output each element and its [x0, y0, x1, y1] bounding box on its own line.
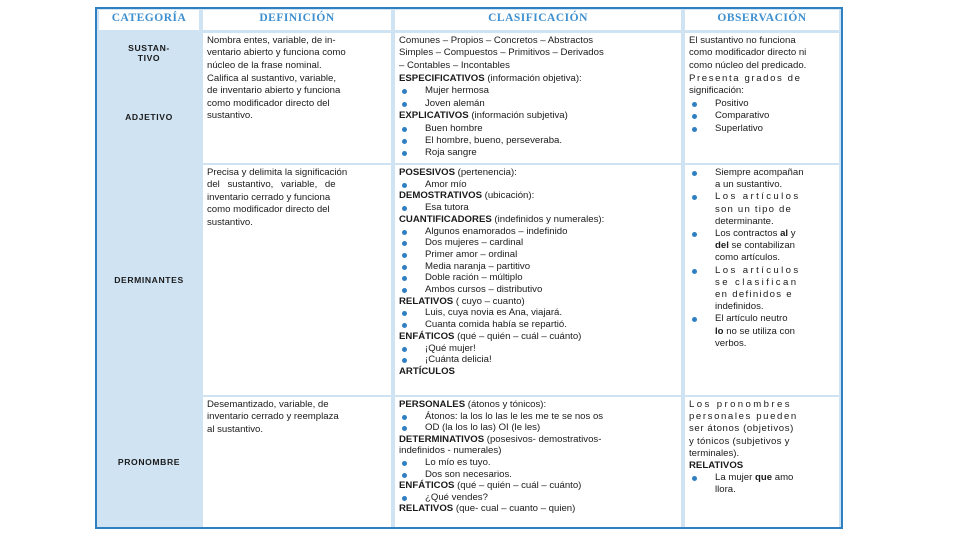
list-item: Buen hombre [399, 123, 677, 135]
group-title: EXPLICATIVOS [399, 110, 469, 122]
list-item [689, 228, 835, 240]
text-fragment: del [715, 240, 729, 252]
list-item: OD (la los lo las) OI (le les) [399, 422, 677, 434]
list-item: Esa tutora [399, 202, 677, 214]
text-fragment: que [755, 472, 773, 484]
list-item: Media naranja – partitivo [399, 261, 677, 273]
determinantes-observation [685, 165, 839, 395]
category-label: DERMINANTES [114, 275, 184, 285]
text-line: del sustantivo, variable, de [207, 179, 336, 191]
text-line: terminales). [689, 447, 740, 459]
category-label: SUSTAN- [128, 43, 170, 53]
text-line: ventario abierto y funciona como [207, 47, 346, 59]
text-line: como modificador directo ni [689, 47, 807, 59]
group-note: (información subjetiva) [468, 110, 568, 122]
adjetivo-definition [203, 71, 391, 163]
list-item: Algunos enamorados – indefinido [399, 226, 677, 238]
header-clasificacion: CLASIFICACIÓN [395, 10, 681, 30]
category-sustantivo [99, 33, 199, 73]
text-fragment: y [788, 228, 796, 240]
group-note: (posesivos- demostrativos- [484, 433, 602, 445]
category-determinantes [99, 165, 199, 395]
list-item: ¿Qué vendes? [399, 492, 677, 504]
header-definicion: DEFINICIÓN [203, 10, 391, 30]
text-line: a un sustantivo. [715, 179, 783, 191]
text-fragment: al [780, 228, 789, 240]
list-item: Los artículos [689, 191, 835, 203]
group-title: RELATIVOS [399, 295, 454, 307]
text-fragment: no se utiliza con [723, 325, 795, 337]
text-line: son un tipo de [715, 203, 793, 215]
text-line: indefinidos. [715, 301, 764, 313]
text-fragment: lo [715, 325, 724, 337]
text-line: núcleo de la frase nominal. [207, 59, 322, 71]
group-title: RELATIVOS [399, 503, 454, 515]
text-fragment: amo [772, 472, 794, 484]
text-line: ser átonos (objetivos) [689, 423, 794, 435]
group-note: (qué – quién – cuál – cuánto) [454, 330, 582, 342]
determinantes-classification [395, 165, 681, 395]
text-line: como núcleo del predicado. [689, 59, 807, 71]
group-note: (ubicación): [481, 190, 535, 202]
list-item: El hombre, bueno, perseveraba. [399, 135, 677, 147]
text-line: Presenta grados de [689, 73, 802, 84]
text-line: El sustantivo no funciona [689, 35, 796, 46]
text-line: como artículos. [715, 252, 781, 264]
determinantes-definition [203, 165, 391, 395]
adjetivo-observation [685, 71, 839, 163]
list-item: Roja sangre [399, 147, 677, 159]
category-adjetivo [99, 71, 199, 163]
text-line: determinante. [715, 215, 774, 227]
sustantivo-classification [395, 33, 681, 73]
group-note: (pertenencia): [454, 167, 517, 178]
text-line: Precisa y delimita la significación [207, 167, 348, 178]
text-line: Simples – Compuestos – Primitivos – Derivados [399, 47, 604, 59]
group-title: POSESIVOS [399, 167, 455, 178]
text-line: Califica al sustantivo, variable, [207, 73, 337, 84]
header-categoria: CATEGORÍA [99, 10, 199, 30]
grammar-table [95, 7, 843, 529]
group-title: PERSONALES [399, 399, 466, 410]
text-fragment: Los contractos [715, 228, 781, 240]
text-line: de inventario abierto y funciona [207, 85, 341, 97]
group-title: DETERMINATIVOS [399, 433, 485, 445]
list-item: Cuanta comida había se repartió. [399, 319, 677, 331]
group-title: ARTÍCULOS [399, 365, 455, 377]
text-line: sustantivo. [207, 216, 253, 228]
list-item: ¡Cuánta delicia! [399, 354, 677, 366]
group-title: CUANTIFICADORES [399, 213, 492, 225]
text-line: sustantivo. [207, 110, 253, 122]
text-line: significación: [689, 85, 744, 97]
text-line: inventario cerrado y funciona [207, 191, 331, 203]
group-note: (indefinidos y numerales): [491, 213, 605, 225]
adjetivo-classification [395, 71, 681, 163]
text-fragment: se contabilizan [728, 240, 796, 252]
pronombre-classification [395, 397, 681, 527]
list-item: Mujer hermosa [399, 85, 677, 97]
group-note: ( cuyo – cuanto) [453, 295, 525, 307]
text-line: como modificador directo del [207, 204, 330, 216]
group-note: (información objetiva): [484, 73, 582, 84]
list-item [689, 472, 835, 484]
group-title: ENFÁTICOS [399, 330, 455, 342]
text-line: verbos. [715, 337, 747, 349]
list-item: Dos son necesarios. [399, 469, 677, 481]
list-item: Dos mujeres – cardinal [399, 237, 677, 249]
text-line: llora. [715, 484, 736, 496]
text-line: personales pueden [689, 411, 798, 423]
list-item: Joven alemán [399, 98, 677, 110]
group-note: (que- cual – cuanto – quien) [453, 503, 576, 515]
text-line: Nombra entes, variable, de in- [207, 35, 336, 46]
pronombre-observation [685, 397, 839, 527]
list-item: Primer amor – ordinal [399, 249, 677, 261]
group-title: DEMOSTRATIVOS [399, 190, 482, 202]
category-pronombre [99, 397, 199, 527]
text-line: al sustantivo. [207, 423, 263, 435]
sustantivo-definition [203, 33, 391, 73]
list-item: Positivo [689, 98, 835, 110]
list-item: Siempre acompañan [689, 167, 835, 179]
category-label: ADJETIVO [125, 112, 173, 122]
category-label: TIVO [137, 53, 161, 63]
group-note: (átonos y tónicos): [465, 399, 547, 410]
list-item: Átonos: la los lo las le les me te se nos os [399, 411, 677, 423]
list-item: Comparativo [689, 110, 835, 122]
list-item: ¡Qué mujer! [399, 343, 677, 355]
category-label: PRONOMBRE [117, 457, 181, 467]
list-item: Lo mío es tuyo. [399, 457, 677, 469]
text-line: y tónicos (subjetivos y [689, 435, 790, 447]
list-item: Doble ración – múltiplo [399, 272, 677, 284]
header-observacion: OBSERVACIÓN [685, 10, 839, 30]
text-line: Los pronombres [689, 399, 792, 410]
text-line: en definidos e [715, 289, 793, 301]
list-item: Superlativo [689, 123, 835, 135]
list-item: Ambos cursos – distributivo [399, 284, 677, 296]
text-line: – Contables – Incontables [399, 59, 510, 71]
text-line: RELATIVOS [689, 460, 744, 472]
list-item: Luis, cuya novia es Ana, viajará. [399, 307, 677, 319]
list-item: Los artículos [689, 265, 835, 277]
text-line: Desemantizado, variable, de [207, 399, 329, 410]
text-line: como modificador directo del [207, 97, 330, 109]
text-line: se clasifican [715, 276, 799, 288]
text-line: Comunes – Propios – Concretos – Abstractos [399, 35, 594, 46]
list-item: Amor mío [399, 179, 677, 191]
list-item: El artículo neutro [689, 313, 835, 325]
pronombre-definition [203, 397, 391, 527]
text-line: inventario cerrado y reemplaza [207, 411, 339, 423]
group-title: ESPECIFICATIVOS [399, 73, 485, 84]
sustantivo-observation [685, 33, 839, 73]
text-line: indefinidos - numerales) [399, 445, 502, 457]
group-title: ENFÁTICOS [399, 480, 455, 492]
text-fragment: La mujer [715, 472, 755, 484]
group-note: (qué – quién – cuál – cuánto) [454, 480, 582, 492]
